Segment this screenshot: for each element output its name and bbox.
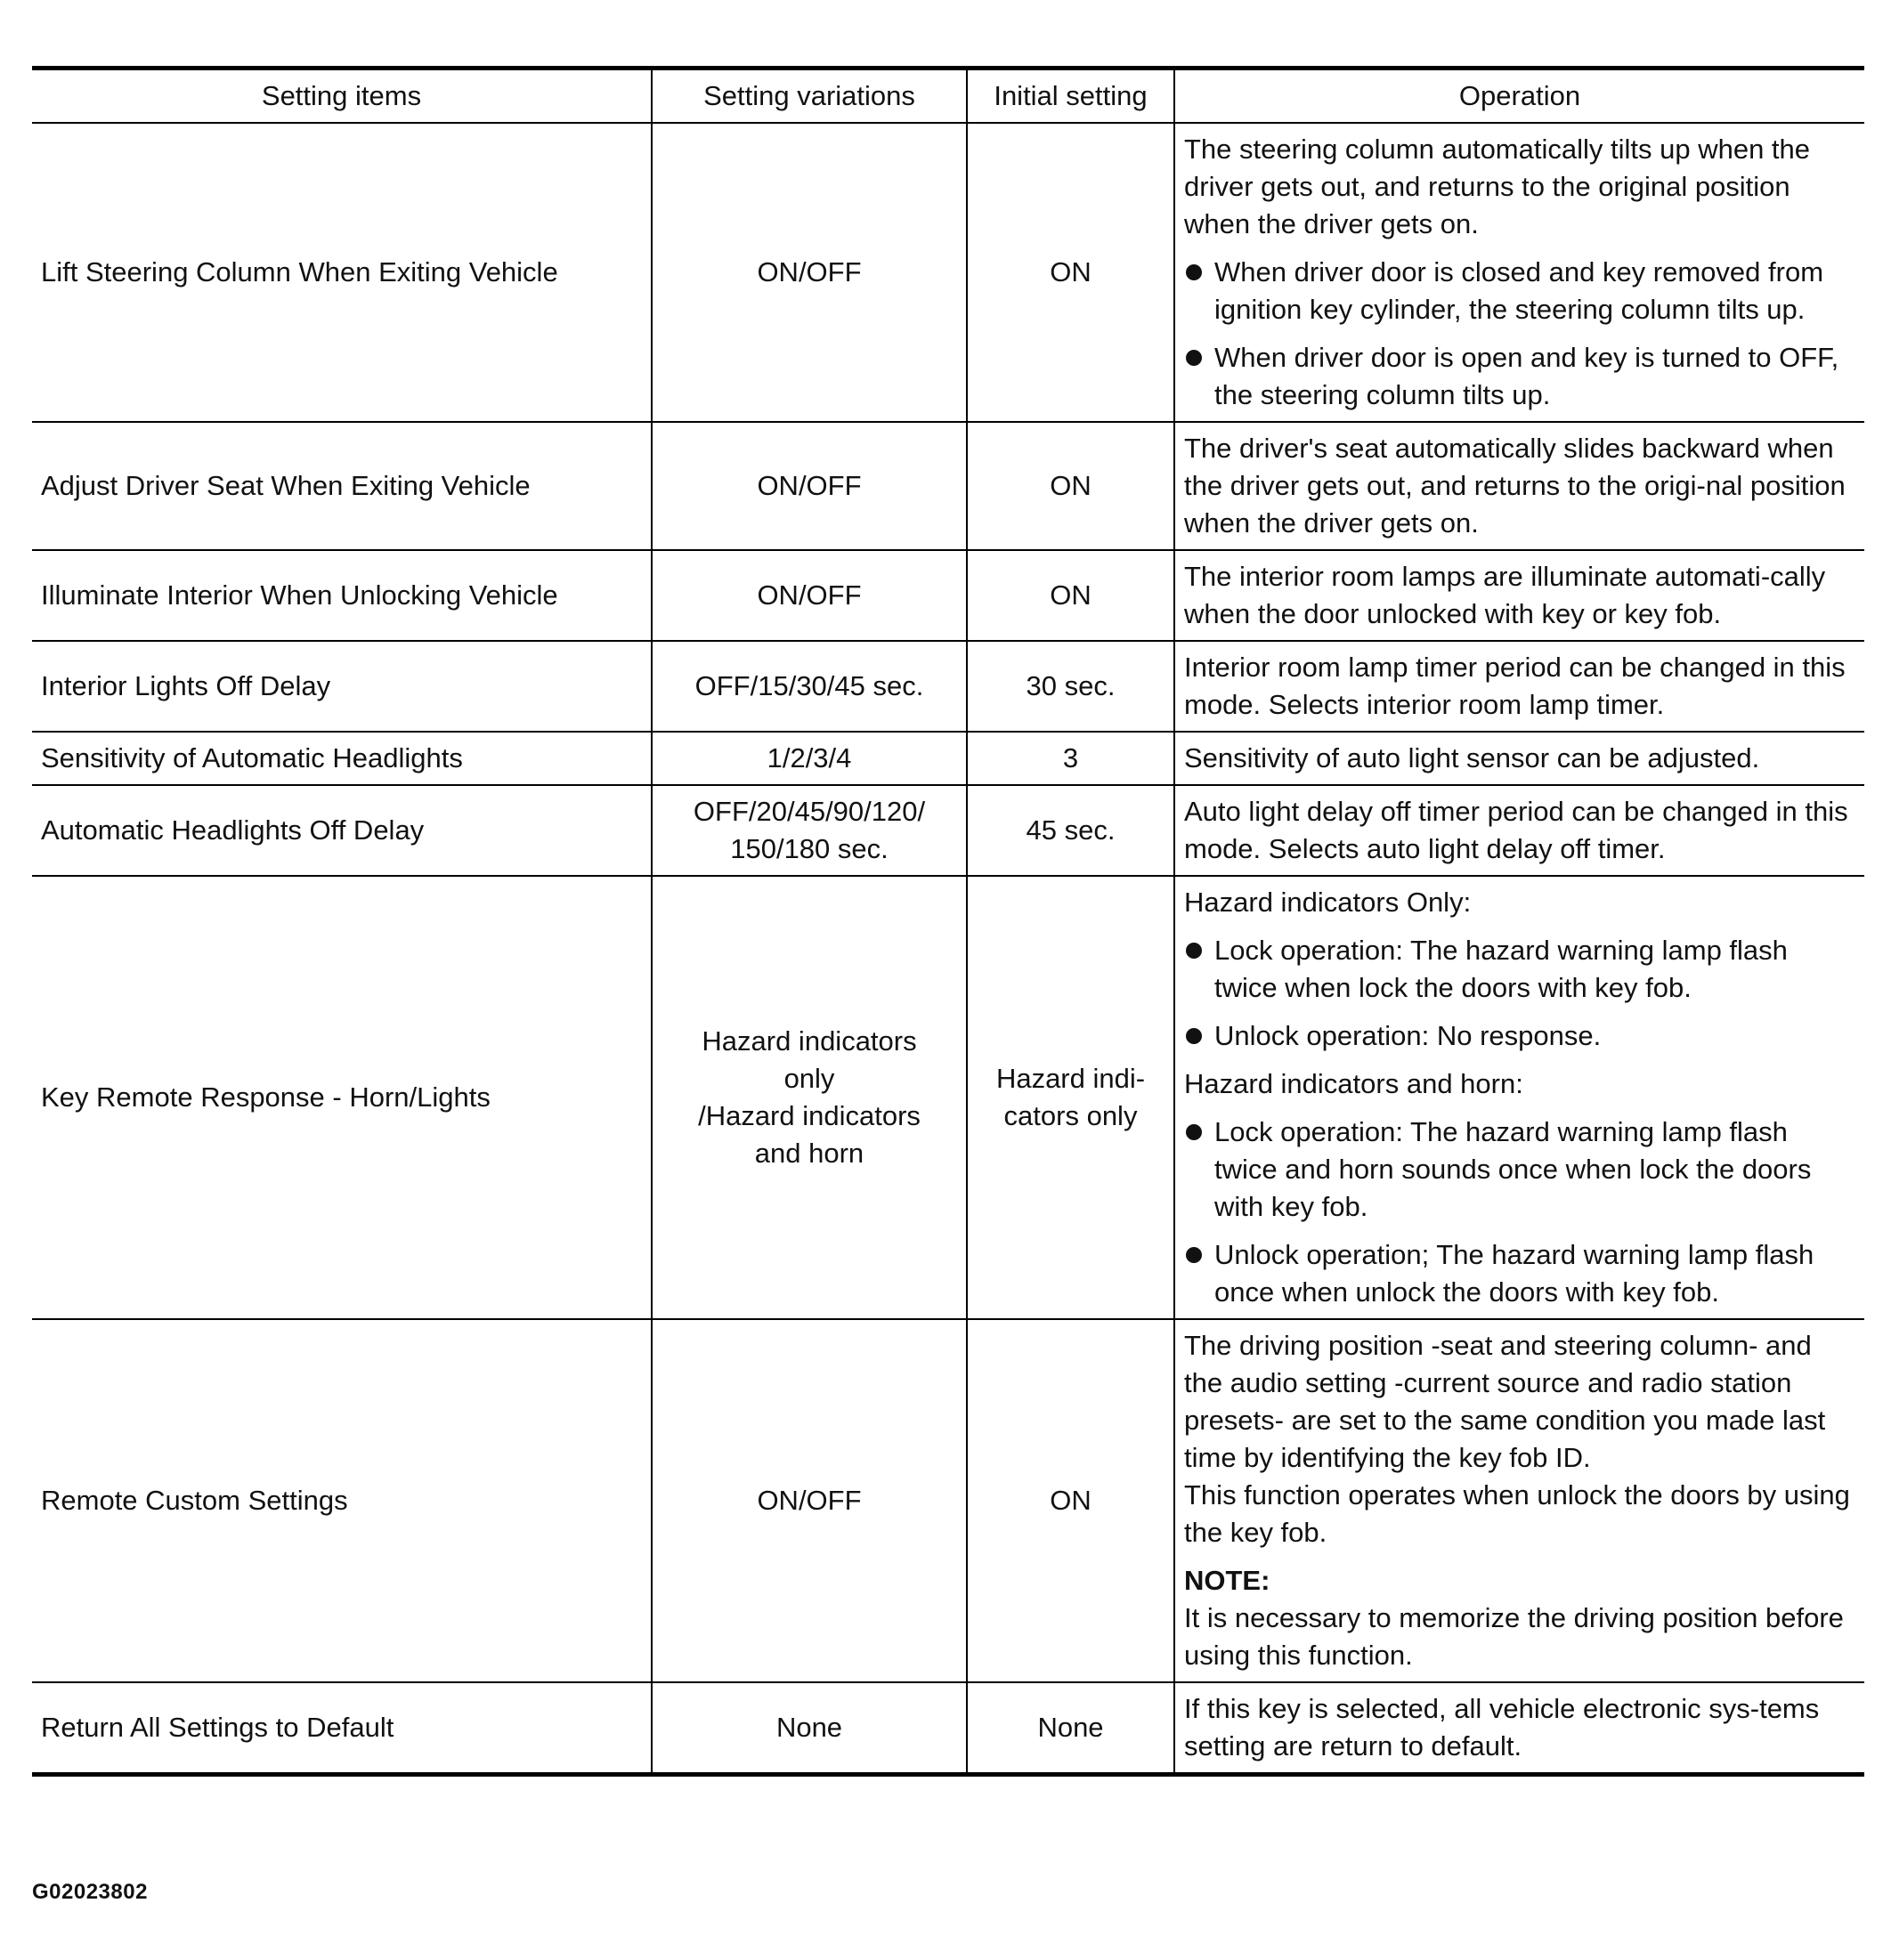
operation-cell bbox=[1174, 1319, 1864, 1682]
operation-subheading: Hazard indicators and horn: bbox=[1184, 1068, 1523, 1099]
table-row bbox=[32, 732, 1864, 785]
header-operation: Operation bbox=[1174, 69, 1864, 124]
bullet-text: Unlock operation: No response. bbox=[1214, 1020, 1602, 1051]
variation-line: Hazard indicators bbox=[702, 1025, 917, 1057]
operation-cell bbox=[1174, 785, 1864, 876]
initial-setting-cell: ON bbox=[967, 123, 1174, 422]
table-header-row bbox=[32, 69, 1864, 124]
bullet-icon bbox=[1186, 1028, 1202, 1044]
setting-item-cell: Adjust Driver Seat When Exiting Vehicle bbox=[32, 422, 652, 550]
initial-line: cators only bbox=[1003, 1100, 1138, 1131]
setting-item-cell: Key Remote Response - Horn/Lights bbox=[32, 876, 652, 1319]
initial-setting-cell: 30 sec. bbox=[967, 641, 1174, 732]
operation-text: Auto light delay off timer period can be changed in this mode. Selects auto light delay off timer. bbox=[1184, 796, 1848, 864]
setting-variations-cell bbox=[652, 785, 967, 876]
header-initial-setting: Initial setting bbox=[967, 69, 1174, 124]
operation-cell bbox=[1174, 1682, 1864, 1775]
setting-variations-cell: None bbox=[652, 1682, 967, 1775]
initial-setting-cell: ON bbox=[967, 550, 1174, 641]
bullet-text: Lock operation: The hazard warning lamp flash twice when lock the doors with key fob. bbox=[1214, 935, 1788, 1003]
initial-setting-cell: None bbox=[967, 1682, 1174, 1775]
bullet-icon bbox=[1186, 350, 1202, 366]
table-row bbox=[32, 1682, 1864, 1775]
setting-item-cell: Illuminate Interior When Unlocking Vehicle bbox=[32, 550, 652, 641]
variation-line: 150/180 sec. bbox=[730, 833, 889, 864]
initial-setting-cell: ON bbox=[967, 422, 1174, 550]
operation-cell bbox=[1174, 732, 1864, 785]
setting-item-cell: Lift Steering Column When Exiting Vehicle bbox=[32, 123, 652, 422]
initial-setting-cell: 45 sec. bbox=[967, 785, 1174, 876]
bullet-icon bbox=[1186, 943, 1202, 959]
initial-setting-cell bbox=[967, 876, 1174, 1319]
bullet-text: When driver door is closed and key removed from ignition key cylinder, the steering column tilts up. bbox=[1214, 256, 1824, 325]
setting-variations-cell: ON/OFF bbox=[652, 123, 967, 422]
setting-variations-cell: OFF/15/30/45 sec. bbox=[652, 641, 967, 732]
note-text: It is necessary to memorize the driving position before using this function. bbox=[1184, 1602, 1844, 1671]
operation-cell bbox=[1174, 123, 1864, 422]
variation-line: and horn bbox=[754, 1138, 864, 1169]
operation-text: The steering column automatically tilts up when the driver gets out, and returns to the original position when the driver gets on. bbox=[1184, 134, 1811, 239]
list-item bbox=[1184, 1236, 1855, 1311]
table-row bbox=[32, 422, 1864, 550]
bullet-icon bbox=[1186, 1124, 1202, 1140]
operation-cell bbox=[1174, 876, 1864, 1319]
setting-item-cell: Interior Lights Off Delay bbox=[32, 641, 652, 732]
table-row bbox=[32, 1319, 1864, 1682]
operation-text: The driver's seat automatically slides backward when the driver gets out, and returns to the origi-nal position when the driver gets on. bbox=[1184, 433, 1846, 539]
bullet-text: Unlock operation; The hazard warning lamp flash once when unlock the doors with key fob. bbox=[1214, 1239, 1814, 1308]
list-item bbox=[1184, 254, 1855, 328]
variation-line: OFF/20/45/90/120/ bbox=[693, 796, 926, 827]
operation-bullet-list bbox=[1184, 932, 1855, 1055]
setting-variations-cell: ON/OFF bbox=[652, 1319, 967, 1682]
setting-variations-cell: ON/OFF bbox=[652, 550, 967, 641]
header-setting-variations: Setting variations bbox=[652, 69, 967, 124]
operation-text: If this key is selected, all vehicle electronic sys-tems setting are return to default. bbox=[1184, 1693, 1820, 1762]
operation-cell bbox=[1174, 550, 1864, 641]
header-setting-items: Setting items bbox=[32, 69, 652, 124]
table-row bbox=[32, 550, 1864, 641]
table-row bbox=[32, 123, 1864, 422]
operation-bullet-list bbox=[1184, 254, 1855, 414]
vehicle-settings-table bbox=[32, 66, 1864, 1777]
setting-item-cell: Return All Settings to Default bbox=[32, 1682, 652, 1775]
setting-item-cell: Remote Custom Settings bbox=[32, 1319, 652, 1682]
bullet-text: Lock operation: The hazard warning lamp flash twice and horn sounds once when lock the doors with key fob. bbox=[1214, 1116, 1812, 1222]
list-item bbox=[1184, 339, 1855, 414]
bullet-icon bbox=[1186, 1247, 1202, 1263]
table-row bbox=[32, 785, 1864, 876]
setting-item-cell: Sensitivity of Automatic Headlights bbox=[32, 732, 652, 785]
list-item bbox=[1184, 932, 1855, 1007]
settings-document bbox=[32, 66, 1864, 1777]
table-row bbox=[32, 876, 1864, 1319]
operation-text: The driving position -seat and steering column- and the audio setting -current source and radio station presets- are set to the same condition you made last time by identifying the key fob ID. bbox=[1184, 1330, 1826, 1473]
setting-variations-cell: ON/OFF bbox=[652, 422, 967, 550]
setting-variations-cell: 1/2/3/4 bbox=[652, 732, 967, 785]
list-item bbox=[1184, 1017, 1855, 1055]
operation-text: The interior room lamps are illuminate automati-cally when the door unlocked with key or key fob. bbox=[1184, 561, 1826, 629]
operation-text: Interior room lamp timer period can be changed in this mode. Selects interior room lamp timer. bbox=[1184, 652, 1846, 720]
initial-line: Hazard indi- bbox=[995, 1063, 1146, 1094]
operation-text: This function operates when unlock the doors by using the key fob. bbox=[1184, 1479, 1850, 1548]
list-item bbox=[1184, 1114, 1855, 1226]
bullet-icon bbox=[1186, 264, 1202, 280]
bullet-text: When driver door is open and key is turned to OFF, the steering column tilts up. bbox=[1214, 342, 1839, 410]
table-row bbox=[32, 641, 1864, 732]
operation-cell bbox=[1174, 641, 1864, 732]
variation-line: /Hazard indicators bbox=[698, 1100, 921, 1131]
note-heading: NOTE: bbox=[1184, 1565, 1270, 1596]
initial-setting-cell: 3 bbox=[967, 732, 1174, 785]
setting-variations-cell bbox=[652, 876, 967, 1319]
operation-text: Sensitivity of auto light sensor can be adjusted. bbox=[1184, 742, 1760, 773]
operation-bullet-list bbox=[1184, 1114, 1855, 1311]
operation-subheading: Hazard indicators Only: bbox=[1184, 887, 1472, 918]
setting-item-cell: Automatic Headlights Off Delay bbox=[32, 785, 652, 876]
initial-setting-cell: ON bbox=[967, 1319, 1174, 1682]
figure-id: G02023802 bbox=[32, 1880, 148, 1904]
operation-cell bbox=[1174, 422, 1864, 550]
variation-line: only bbox=[783, 1063, 835, 1094]
